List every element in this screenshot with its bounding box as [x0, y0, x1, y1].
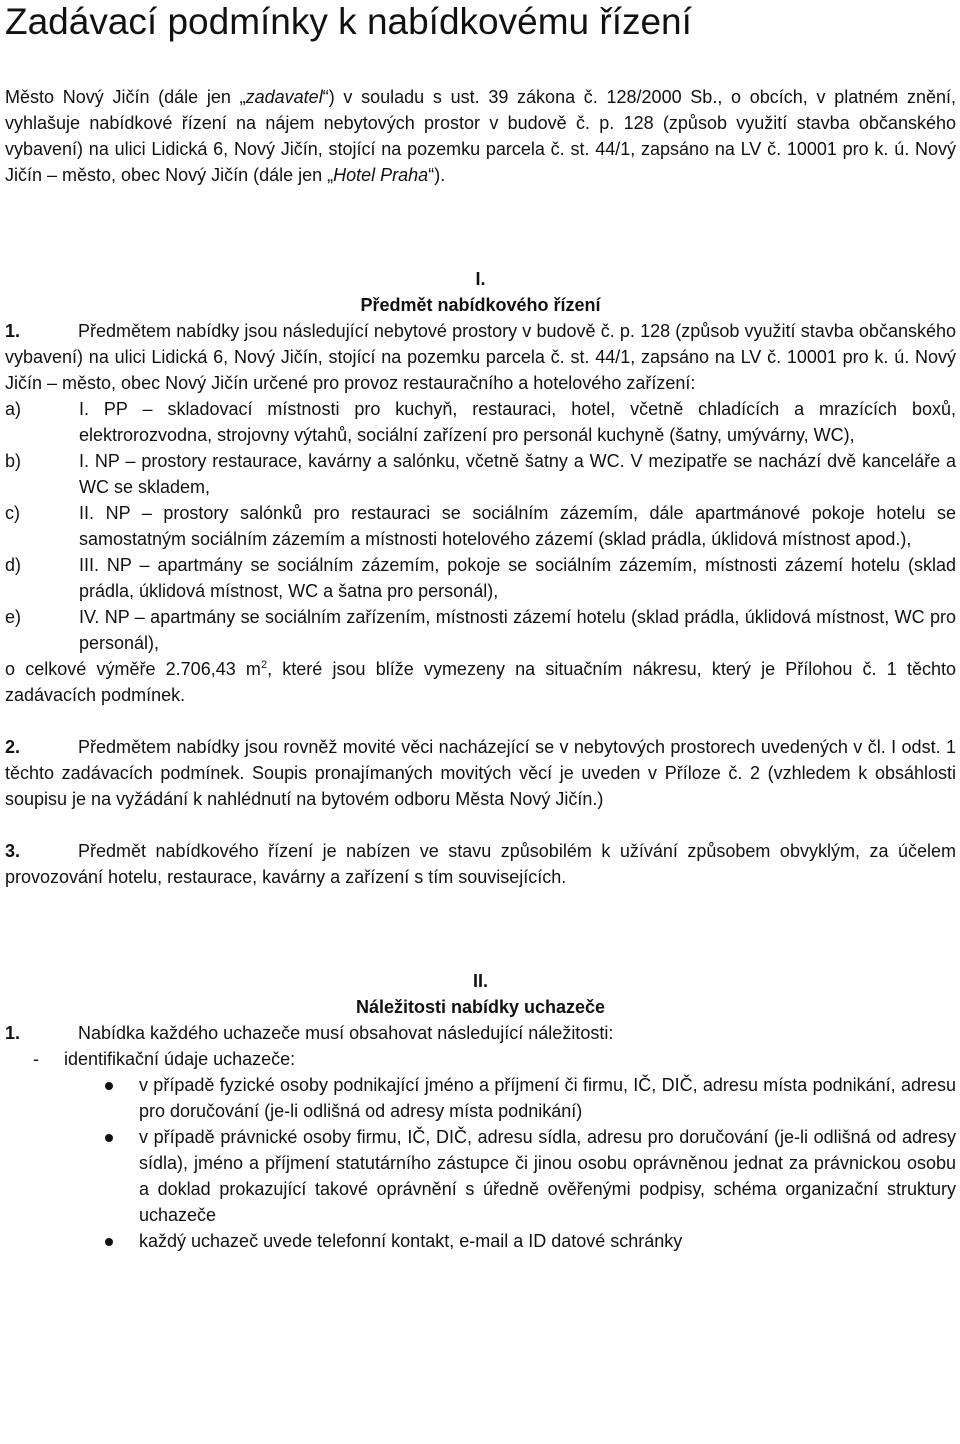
- list-item-label: c): [5, 503, 20, 523]
- dash-text: identifikační údaje uchazeče:: [64, 1049, 296, 1069]
- section-1-paragraph-3: [5, 838, 956, 890]
- list-item-label: b): [5, 451, 22, 471]
- area-text: o celkové výměře 2.706,43 m: [5, 659, 261, 679]
- paragraph-number: 1.: [5, 321, 21, 341]
- paragraph-text: Předmětem nabídky jsou následující nebytové prostory v budově č. p. 128 (způsob využití stavba občanského vybavení) na ulici Lidická 6, Nový Jičín, stojící na pozemku parcela č. st. 44/1, zapsáno na LV č. 10001 pro k. ú. Nový Jičín – město, obec Nový Jičín určené pro provoz restauračního a hotelového zařízení:: [5, 321, 956, 393]
- list-item: [5, 604, 956, 656]
- paragraph-number: 3.: [5, 841, 21, 861]
- list-item-label: d): [5, 555, 22, 575]
- section-2-heading: Náležitosti nabídky uchazeče: [355, 997, 606, 1017]
- list-item-text: I. PP – skladovací místnosti pro kuchyň, restauraci, hotel, včetně chladících a mrazících boxů, elektrorozvodna, strojovny výtahů, sociální zařízení pro personál kuchyně (šatny, umývárny, WC),: [79, 399, 956, 445]
- list-item: [5, 1228, 956, 1254]
- list-item-text: v případě fyzické osoby podnikající jméno a příjmení či firmu, IČ, DIČ, adresu místa podnikání, adresu pro doručování (je-li odlišná od adresy místa podnikání): [139, 1075, 956, 1121]
- list-item-text: III. NP – apartmány se sociálním zázemím, pokoje se sociálním zázemím, místnosti zázemí hotelu (sklad prádla, úklidová místnost, WC a šatna pro personál),: [79, 555, 956, 601]
- list-item-text: IV. NP – apartmány se sociálním zařízením, místnosti zázemí hotelu (sklad prádla, úklidová místnost, WC pro personál),: [79, 607, 956, 653]
- bullet-icon: [105, 1082, 113, 1090]
- area-text-end: , které jsou blíže vymezeny na situačním nákresu, který je Přílohou č. 1 těchto zadávacích podmínek.: [5, 659, 956, 705]
- document-title: Zadávací podmínky k nabídkovému řízení: [5, 1, 692, 42]
- list-item: [5, 396, 956, 448]
- section-2-paragraph-1: [5, 1020, 956, 1046]
- identification-list: [5, 1072, 956, 1254]
- section-1-paragraph-2: [5, 734, 956, 812]
- section-2-roman: II.: [472, 971, 488, 991]
- list-item: [5, 1072, 956, 1124]
- dash-label: -: [33, 1049, 39, 1069]
- paragraph-text: Předmětem nabídky jsou rovněž movité věci nacházející se v nebytových prostorech uvedených v čl. I odst. 1 těchto zadávacích podmínek. Soupis pronajímaných movitých věcí je uveden v Příloze č. 2 (vzhledem k obsáhlosti soupisu je na vyžádání k nahlédnutí na bytovém odboru Města Nový Jičín.): [5, 737, 956, 809]
- intro-text-3: “).: [428, 165, 446, 185]
- section-1-roman: I.: [475, 269, 486, 289]
- list-item-text: II. NP – prostory salónků pro restauraci se sociálním zázemím, dále apartmánové pokoje hotelu se samostatným sociálním zázemím a místnosti hotelového zázemí (sklad prádla, úklidová místnost apod.),: [79, 503, 956, 549]
- intro-text-1: Město Nový Jičín (dále jen „: [5, 87, 246, 107]
- section-2: [5, 968, 956, 1254]
- area-unit-superscript: 2: [260, 659, 268, 671]
- list-item-label: e): [5, 607, 22, 627]
- paragraph-number: 1.: [5, 1023, 21, 1043]
- list-item-text: každý uchazeč uvede telefonní kontakt, e-mail a ID datové schránky: [139, 1231, 683, 1251]
- list-item-label: a): [5, 399, 22, 419]
- section-1-paragraph-1: [5, 318, 956, 396]
- bullet-icon: [105, 1238, 113, 1246]
- list-item-text: v případě právnické osoby firmu, IČ, DIČ, adresu sídla, adresu pro doručování (je-li odlišná od adresy sídla), jméno a příjmení statutárního zástupce či jinou osobu oprávněnou jednat za právnickou osobu a doklad prokazující takové oprávnění s úředně ověřenými podpisy, schéma organizační struktury uchazeče: [139, 1127, 956, 1225]
- list-item: [5, 500, 956, 552]
- intro-text-2: “) v souladu s ust. 39 zákona č. 128/2000 Sb., o obcích, v platném znění, vyhlašuje nabídkové řízení na nájem nebytových prostor v budově č. p. 128 (způsob využití stavba občanského vybavení) na ulici Lidická 6, Nový Jičín, stojící na pozemku parcela č. st. 44/1, zapsáno na LV č. 10001 pro k. ú. Nový Jičín – město, obec Nový Jičín (dále jen „: [5, 87, 956, 185]
- list-item: [5, 448, 956, 500]
- intro-italic-2: Hotel Praha: [333, 165, 429, 185]
- paragraph-number: 2.: [5, 737, 21, 757]
- section-1: [5, 266, 956, 890]
- bullet-icon: [105, 1134, 113, 1142]
- intro-paragraph: [5, 84, 956, 188]
- dash-item: [5, 1046, 956, 1072]
- list-item: [5, 552, 956, 604]
- intro-italic-1: zadavatel: [245, 87, 323, 107]
- area-paragraph: [5, 656, 956, 708]
- section-1-heading: Předmět nabídkového řízení: [360, 295, 601, 315]
- list-item: [5, 1124, 956, 1228]
- list-item-text: I. NP – prostory restaurace, kavárny a salónku, včetně šatny a WC. V mezipatře se nachází dvě kanceláře a WC se skladem,: [79, 451, 956, 497]
- paragraph-text: Nabídka každého uchazeče musí obsahovat následující náležitosti:: [78, 1023, 614, 1043]
- paragraph-text: Předmět nabídkového řízení je nabízen ve stavu způsobilém k užívání způsobem obvyklým, za účelem provozování hotelu, restaurace, kavárny a zařízení s tím souvisejících.: [5, 841, 956, 887]
- premises-list: [5, 396, 956, 656]
